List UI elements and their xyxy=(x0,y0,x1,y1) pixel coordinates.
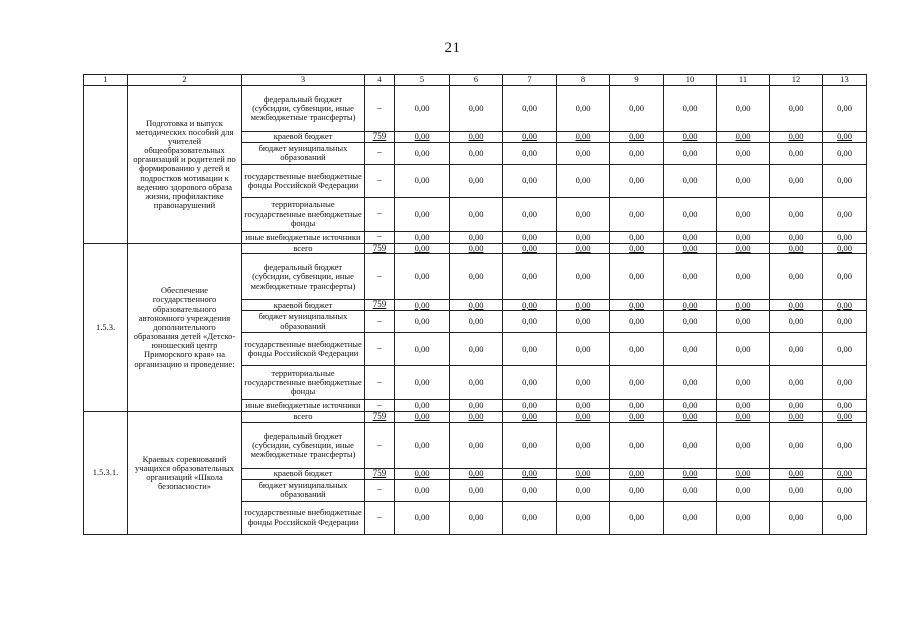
amount-cell: 0,00 xyxy=(770,479,823,501)
amount-cell: 0,00 xyxy=(557,300,610,311)
amount-cell: 0,00 xyxy=(395,422,450,468)
activity-name: Краевых соревнований учащихся образовательных организаций «Школа безопасности» xyxy=(128,412,242,534)
funding-source: иные внебюджетные источники xyxy=(242,231,365,243)
column-header-3: 3 xyxy=(242,75,365,86)
amount-cell: 0,00 xyxy=(503,231,557,243)
column-header-11: 11 xyxy=(717,75,770,86)
amount-cell: 0,00 xyxy=(557,479,610,501)
amount-cell: 0,00 xyxy=(770,501,823,534)
amount-cell: 0,00 xyxy=(395,164,450,197)
budget-code: 759 xyxy=(365,132,395,143)
amount-cell: 0,00 xyxy=(770,86,823,132)
table-row xyxy=(84,412,867,423)
amount-cell: 0,00 xyxy=(823,422,867,468)
amount-cell: 0,00 xyxy=(664,468,717,479)
amount-cell: 0,00 xyxy=(610,400,664,412)
amount-cell: 0,00 xyxy=(717,412,770,423)
budget-code: – xyxy=(365,197,395,231)
amount-cell: 0,00 xyxy=(450,142,503,164)
amount-cell: 0,00 xyxy=(823,468,867,479)
column-header-9: 9 xyxy=(610,75,664,86)
amount-cell: 0,00 xyxy=(823,164,867,197)
amount-cell: 0,00 xyxy=(717,142,770,164)
amount-cell: 0,00 xyxy=(717,468,770,479)
amount-cell: 0,00 xyxy=(664,132,717,143)
amount-cell: 0,00 xyxy=(557,164,610,197)
amount-cell: 0,00 xyxy=(717,86,770,132)
amount-cell: 0,00 xyxy=(503,412,557,423)
amount-cell: 0,00 xyxy=(610,311,664,333)
amount-cell: 0,00 xyxy=(503,333,557,366)
amount-cell: 0,00 xyxy=(557,366,610,400)
amount-cell: 0,00 xyxy=(664,366,717,400)
amount-cell: 0,00 xyxy=(503,300,557,311)
amount-cell: 0,00 xyxy=(503,468,557,479)
amount-cell: 0,00 xyxy=(610,479,664,501)
amount-cell: 0,00 xyxy=(450,86,503,132)
amount-cell: 0,00 xyxy=(664,400,717,412)
amount-cell: 0,00 xyxy=(770,132,823,143)
funding-source: иные внебюджетные источники xyxy=(242,400,365,412)
amount-cell: 0,00 xyxy=(770,142,823,164)
column-header-13: 13 xyxy=(823,75,867,86)
amount-cell: 0,00 xyxy=(395,501,450,534)
amount-cell: 0,00 xyxy=(503,142,557,164)
amount-cell: 0,00 xyxy=(823,400,867,412)
column-header-1: 1 xyxy=(84,75,128,86)
amount-cell: 0,00 xyxy=(664,311,717,333)
column-header-4: 4 xyxy=(365,75,395,86)
amount-cell: 0,00 xyxy=(395,243,450,254)
amount-cell: 0,00 xyxy=(770,366,823,400)
amount-cell: 0,00 xyxy=(450,197,503,231)
amount-cell: 0,00 xyxy=(450,231,503,243)
amount-cell: 0,00 xyxy=(503,422,557,468)
column-header-5: 5 xyxy=(395,75,450,86)
amount-cell: 0,00 xyxy=(610,333,664,366)
amount-cell: 0,00 xyxy=(395,132,450,143)
amount-cell: 0,00 xyxy=(823,311,867,333)
amount-cell: 0,00 xyxy=(664,300,717,311)
amount-cell: 0,00 xyxy=(770,300,823,311)
amount-cell: 0,00 xyxy=(770,333,823,366)
amount-cell: 0,00 xyxy=(503,132,557,143)
amount-cell: 0,00 xyxy=(717,254,770,300)
budget-code: 759 xyxy=(365,468,395,479)
funding-source: бюджет муниципальных образований xyxy=(242,142,365,164)
amount-cell: 0,00 xyxy=(717,311,770,333)
funding-source: бюджет муниципальных образований xyxy=(242,479,365,501)
amount-cell: 0,00 xyxy=(823,231,867,243)
funding-source: территориальные государственные внебюджетные фонды xyxy=(242,197,365,231)
budget-code: – xyxy=(365,501,395,534)
amount-cell: 0,00 xyxy=(664,254,717,300)
amount-cell: 0,00 xyxy=(717,333,770,366)
budget-code: – xyxy=(365,164,395,197)
amount-cell: 0,00 xyxy=(664,86,717,132)
amount-cell: 0,00 xyxy=(450,243,503,254)
amount-cell: 0,00 xyxy=(664,164,717,197)
amount-cell: 0,00 xyxy=(610,86,664,132)
row-code xyxy=(84,86,128,244)
amount-cell: 0,00 xyxy=(770,468,823,479)
activity-name: Обеспечение государственного образовательного автономного учреждения дополнительного образования детей «Детско-юношеский центр Приморского края» на организацию и проведение: xyxy=(128,243,242,411)
amount-cell: 0,00 xyxy=(557,231,610,243)
amount-cell: 0,00 xyxy=(610,254,664,300)
column-header-10: 10 xyxy=(664,75,717,86)
amount-cell: 0,00 xyxy=(557,468,610,479)
amount-cell: 0,00 xyxy=(664,142,717,164)
amount-cell: 0,00 xyxy=(664,479,717,501)
column-header-row xyxy=(84,75,867,86)
column-header-12: 12 xyxy=(770,75,823,86)
amount-cell: 0,00 xyxy=(717,400,770,412)
amount-cell: 0,00 xyxy=(770,412,823,423)
amount-cell: 0,00 xyxy=(557,132,610,143)
budget-code: – xyxy=(365,254,395,300)
funding-source: краевой бюджет xyxy=(242,132,365,143)
amount-cell: 0,00 xyxy=(503,254,557,300)
budget-code: – xyxy=(365,400,395,412)
budget-code: – xyxy=(365,333,395,366)
budget-code: 759 xyxy=(365,300,395,311)
funding-source: государственные внебюджетные фонды Российской Федерации xyxy=(242,333,365,366)
amount-cell: 0,00 xyxy=(395,311,450,333)
amount-cell: 0,00 xyxy=(450,422,503,468)
amount-cell: 0,00 xyxy=(610,142,664,164)
amount-cell: 0,00 xyxy=(557,422,610,468)
budget-code: – xyxy=(365,231,395,243)
amount-cell: 0,00 xyxy=(823,300,867,311)
amount-cell: 0,00 xyxy=(450,254,503,300)
amount-cell: 0,00 xyxy=(610,468,664,479)
budget-code: – xyxy=(365,422,395,468)
amount-cell: 0,00 xyxy=(395,197,450,231)
amount-cell: 0,00 xyxy=(823,412,867,423)
amount-cell: 0,00 xyxy=(395,86,450,132)
amount-cell: 0,00 xyxy=(610,243,664,254)
amount-cell: 0,00 xyxy=(450,164,503,197)
amount-cell: 0,00 xyxy=(823,479,867,501)
amount-cell: 0,00 xyxy=(717,164,770,197)
amount-cell: 0,00 xyxy=(503,366,557,400)
amount-cell: 0,00 xyxy=(557,311,610,333)
amount-cell: 0,00 xyxy=(664,197,717,231)
amount-cell: 0,00 xyxy=(717,197,770,231)
amount-cell: 0,00 xyxy=(450,300,503,311)
amount-cell: 0,00 xyxy=(557,400,610,412)
budget-code: 759 xyxy=(365,412,395,423)
amount-cell: 0,00 xyxy=(395,231,450,243)
amount-cell: 0,00 xyxy=(823,86,867,132)
amount-cell: 0,00 xyxy=(717,243,770,254)
amount-cell: 0,00 xyxy=(610,231,664,243)
amount-cell: 0,00 xyxy=(450,412,503,423)
amount-cell: 0,00 xyxy=(450,366,503,400)
amount-cell: 0,00 xyxy=(450,311,503,333)
amount-cell: 0,00 xyxy=(664,333,717,366)
amount-cell: 0,00 xyxy=(450,333,503,366)
amount-cell: 0,00 xyxy=(395,366,450,400)
amount-cell: 0,00 xyxy=(450,132,503,143)
amount-cell: 0,00 xyxy=(664,501,717,534)
amount-cell: 0,00 xyxy=(450,468,503,479)
funding-source: государственные внебюджетные фонды Российской Федерации xyxy=(242,164,365,197)
budget-table xyxy=(83,74,867,535)
table-row xyxy=(84,243,867,254)
amount-cell: 0,00 xyxy=(610,132,664,143)
amount-cell: 0,00 xyxy=(557,412,610,423)
amount-cell: 0,00 xyxy=(395,479,450,501)
funding-source: территориальные государственные внебюджетные фонды xyxy=(242,366,365,400)
amount-cell: 0,00 xyxy=(395,300,450,311)
amount-cell: 0,00 xyxy=(395,254,450,300)
budget-code: 759 xyxy=(365,243,395,254)
amount-cell: 0,00 xyxy=(664,422,717,468)
amount-cell: 0,00 xyxy=(717,479,770,501)
amount-cell: 0,00 xyxy=(823,197,867,231)
column-header-2: 2 xyxy=(128,75,242,86)
funding-source: федеральный бюджет (субсидии, субвенции, иные межбюджетные трансферты) xyxy=(242,86,365,132)
amount-cell: 0,00 xyxy=(557,501,610,534)
amount-cell: 0,00 xyxy=(770,400,823,412)
amount-cell: 0,00 xyxy=(503,501,557,534)
amount-cell: 0,00 xyxy=(717,366,770,400)
budget-code: – xyxy=(365,479,395,501)
amount-cell: 0,00 xyxy=(823,333,867,366)
funding-source: государственные внебюджетные фонды Российской Федерации xyxy=(242,501,365,534)
amount-cell: 0,00 xyxy=(717,300,770,311)
table-row xyxy=(84,86,867,132)
funding-source: всего xyxy=(242,412,365,423)
amount-cell: 0,00 xyxy=(503,197,557,231)
funding-source: краевой бюджет xyxy=(242,468,365,479)
row-code: 1.5.3.1. xyxy=(84,412,128,534)
column-header-7: 7 xyxy=(503,75,557,86)
amount-cell: 0,00 xyxy=(770,164,823,197)
amount-cell: 0,00 xyxy=(823,254,867,300)
row-code: 1.5.3. xyxy=(84,243,128,411)
amount-cell: 0,00 xyxy=(557,333,610,366)
amount-cell: 0,00 xyxy=(557,243,610,254)
amount-cell: 0,00 xyxy=(717,501,770,534)
column-header-8: 8 xyxy=(557,75,610,86)
amount-cell: 0,00 xyxy=(823,501,867,534)
amount-cell: 0,00 xyxy=(557,254,610,300)
amount-cell: 0,00 xyxy=(450,479,503,501)
amount-cell: 0,00 xyxy=(770,197,823,231)
amount-cell: 0,00 xyxy=(450,501,503,534)
amount-cell: 0,00 xyxy=(503,311,557,333)
amount-cell: 0,00 xyxy=(770,243,823,254)
amount-cell: 0,00 xyxy=(770,311,823,333)
funding-source: бюджет муниципальных образований xyxy=(242,311,365,333)
amount-cell: 0,00 xyxy=(503,479,557,501)
amount-cell: 0,00 xyxy=(664,231,717,243)
funding-source: федеральный бюджет (субсидии, субвенции, иные межбюджетные трансферты) xyxy=(242,422,365,468)
budget-code: – xyxy=(365,311,395,333)
amount-cell: 0,00 xyxy=(610,412,664,423)
amount-cell: 0,00 xyxy=(557,142,610,164)
funding-source: всего xyxy=(242,243,365,254)
amount-cell: 0,00 xyxy=(717,132,770,143)
amount-cell: 0,00 xyxy=(395,333,450,366)
amount-cell: 0,00 xyxy=(610,422,664,468)
amount-cell: 0,00 xyxy=(610,197,664,231)
amount-cell: 0,00 xyxy=(450,400,503,412)
amount-cell: 0,00 xyxy=(557,86,610,132)
activity-name: Подготовка и выпуск методических пособий для учителей общеобразовательных организаций и родителей по формированию у детей и подростков мотивации к ведению здорового образа жизни, профилактике правонарушений xyxy=(128,86,242,244)
amount-cell: 0,00 xyxy=(717,422,770,468)
column-header-6: 6 xyxy=(450,75,503,86)
amount-cell: 0,00 xyxy=(770,422,823,468)
amount-cell: 0,00 xyxy=(770,231,823,243)
funding-source: федеральный бюджет (субсидии, субвенции, иные межбюджетные трансферты) xyxy=(242,254,365,300)
amount-cell: 0,00 xyxy=(503,243,557,254)
amount-cell: 0,00 xyxy=(823,142,867,164)
amount-cell: 0,00 xyxy=(610,300,664,311)
amount-cell: 0,00 xyxy=(823,366,867,400)
amount-cell: 0,00 xyxy=(503,164,557,197)
amount-cell: 0,00 xyxy=(823,132,867,143)
amount-cell: 0,00 xyxy=(395,400,450,412)
amount-cell: 0,00 xyxy=(664,412,717,423)
amount-cell: 0,00 xyxy=(610,164,664,197)
amount-cell: 0,00 xyxy=(503,400,557,412)
amount-cell: 0,00 xyxy=(395,412,450,423)
amount-cell: 0,00 xyxy=(610,366,664,400)
amount-cell: 0,00 xyxy=(823,243,867,254)
amount-cell: 0,00 xyxy=(717,231,770,243)
amount-cell: 0,00 xyxy=(664,243,717,254)
amount-cell: 0,00 xyxy=(557,197,610,231)
page-number: 21 xyxy=(444,40,461,56)
amount-cell: 0,00 xyxy=(770,254,823,300)
amount-cell: 0,00 xyxy=(395,468,450,479)
budget-code: – xyxy=(365,86,395,132)
funding-source: краевой бюджет xyxy=(242,300,365,311)
budget-code: – xyxy=(365,366,395,400)
amount-cell: 0,00 xyxy=(610,501,664,534)
amount-cell: 0,00 xyxy=(503,86,557,132)
budget-code: – xyxy=(365,142,395,164)
amount-cell: 0,00 xyxy=(395,142,450,164)
